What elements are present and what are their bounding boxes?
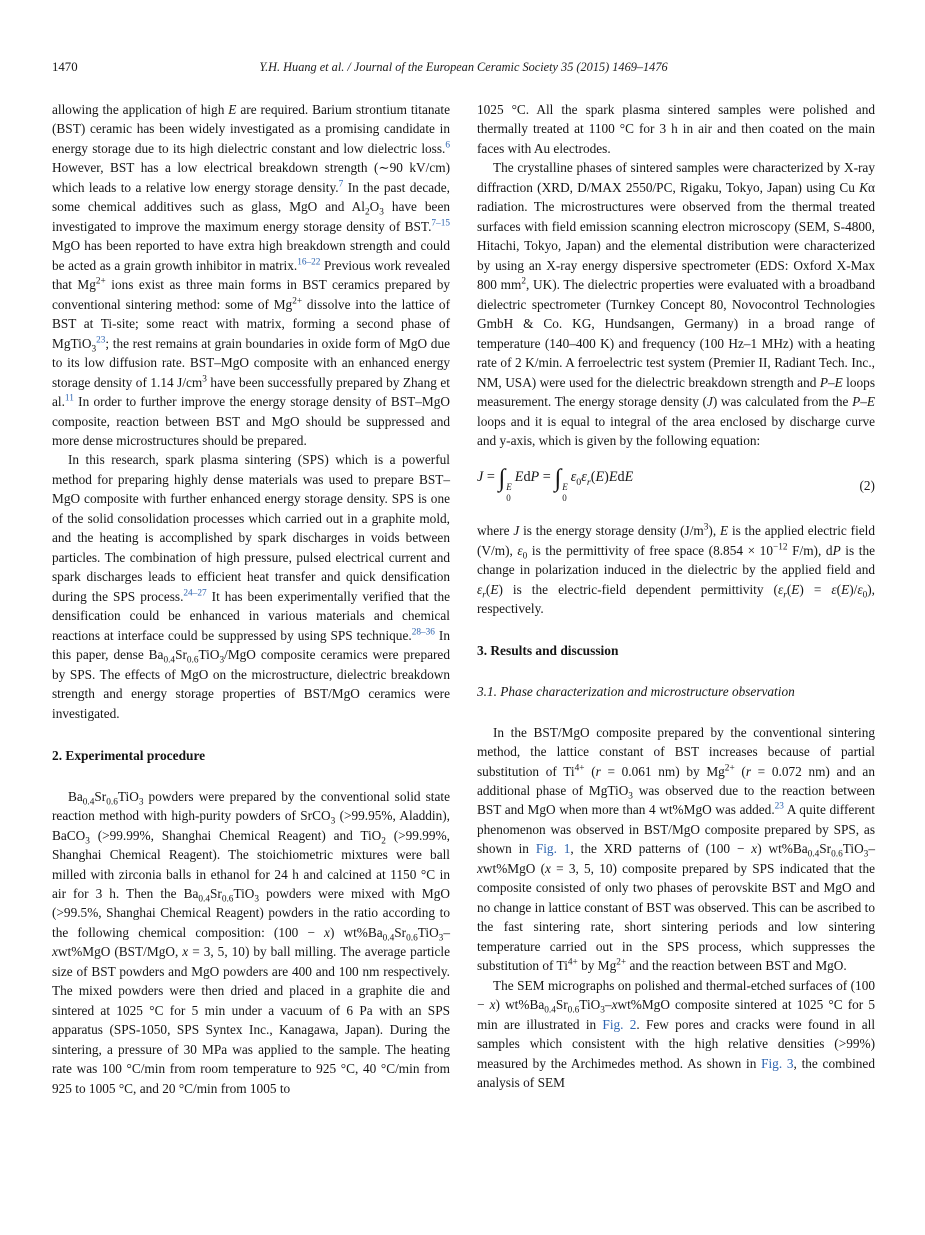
reference-citation-link[interactable]: 24–27 [183,588,207,599]
subsection-heading-phase-characterization: 3.1. Phase characterization and microstructure observation [477,684,795,700]
paragraph-sem-discussion: The SEM micrographs on polished and thermal-etched surfaces of (100 − x) $wt\%Ba_{0.4}Sr_{0.6}TiO_3-xwt\%MgO$ composite sintered at 1025 °C for 5 min are illustrated in Fig. 2. Few pores and cracks were found in all samples which consistent with the high relative densities (>99%) measured by the Archimedes method. As shown in Fig. 3, the combined analysis of SEM [477,977,876,1090]
running-title: Y.H. Huang et al. / Journal of the European Ceramic Society 35 (2015) 1469–1476 [259,60,668,74]
equation-number: (2) [859,477,875,493]
two-column-body [52,100,875,1098]
equation-expression: J = ∫ E 0 EdP = ∫ E 0 $\varepsilon_0\varepsilon_r(E)EdE$ [477,465,634,503]
figure-link[interactable]: Fig. 2 [602,1016,637,1032]
page-header [52,60,875,77]
reference-citation-link[interactable]: 7–15 [431,218,450,229]
section-heading-results-discussion: 3. Results and discussion [477,643,619,659]
reference-citation-link[interactable]: 16–22 [297,257,321,268]
figure-link[interactable]: Fig. 3 [761,1055,794,1071]
section-heading-experimental-procedure: 2. Experimental procedure [52,748,206,763]
paragraph-experimental: $Ba_{0.4}Sr_{0.6}TiO_3$ powders were prepared by the conventional solid state reaction method with high-purity powders of SrCO$_3$ (>99.95%, Aladdin), BaCO$_3$ (>99.99%, Shanghai Chemical Reagent) and TiO$_2$ (>99.99%, Shanghai Chemical Reagent). The stoichiometric mixtures were ball milled with zirconia balls in ethanol for 24 h and calcined at 1150 °C in air for 3 h. Then the $Ba_{0.4}Sr_{0.6}TiO_3$ powders were mixed with MgO (>99.5%, Shanghai Chemical Reagent) powders in the ratio according to the following chemical composition: (100 − x) $wt\%Ba_{0.4}Sr_{0.6}TiO_3-xwt\%MgO$ (BST/MgO, x = 3, 5, 10) by ball milling. The average particle size of BST powders and MgO powders are 400 and 100 nm respectively. The mixed powders were then dried and placed in a graphite die and sintered at 1025 °C for 5 min under a vacuum of 6 Pa with an SPS apparatus (SPS-1050, SPS Syntex Inc., Kanagawa, Japan). During the sintering, a pressure of 30 MPa was applied to the sample. The heating rate was 100 °C/min from room temperature to 925 °C, 40 °C/min from 925 to 1005 °C, and 20 °C/min from 1005 to [52,788,450,1096]
paragraph-xrd-discussion: In the BST/MgO composite prepared by the conventional sintering method, the lattice constant of BST increases because of partial substitution of $Ti^{4+}$ (r = 0.061 nm) by $Mg^{2+}$ (r = 0.072 nm) and an additional phase of MgTiO$_3$ was observed due to the reaction between BST and MgO when more than 4 wt%MgO was added.$^{23}$ A quite different phenomenon was observed in BST/MgO composite prepared by SPS, as shown in Fig. 1, the XRD patterns of (100 − x) $wt\%Ba_{0.4}Sr_{0.6}TiO_3-xwt\%MgO$ (x = 3, 5, 10) composite prepared by SPS indicated that the composite consisted of only two phases of perovskite BST and MgO and no change in lattice constant of BST was observed. This can be ascribed to the fast sintering rate, short sintering periods and low sintering temperature carried out in the SPS process, which suppresses the substitution of $Ti^{4+}$ by $Mg^{2+}$ and the reaction between BST and MgO. [477,724,875,974]
reference-citation-link[interactable]: 23 [96,335,106,346]
paragraph-characterization: The crystalline phases of sintered samples were characterized by X-ray diffraction (XRD, D/MAX 2550/PC, Rigaku, Tokyo, Japan) using Cu Kα radiation. The microstructures were observed from the thermal treated surfaces with field emission scanning electron microscopy (SEM, S-4800, Hitachi, Tokyo, Japan) and the elemental distribution were characterized by using an X-ray energy dispersive spectrometer (EDS: Oxford X-Max 800 $mm^2$, UK). The dielectric properties were evaluated with a broadband dielectric spectrometer (Turnkey Concept 80, Novocontrol Technologies GmbH & Co. KG, Hundsangen, Germany) in a broad range of temperature (140–400 K) and frequency (100 Hz–1 MHz) with a heating rate of 2 K/min. A ferroelectric test system (Premier II, Radiant Tech. Inc., NM, USA) were used for the dielectric breakdown strength and P–E loops measurement. The energy storage density (J) was calculated from the P–E loops and it is equal to integral of the area enclosed by discharge curve and y-axis, which is given by the following equation: [477,160,875,448]
paragraph-equation-definitions: where J is the energy storage density $(J/m^3)$, E is the applied electric field (V/m), $\varepsilon_0$ is the permittivity of free space ($8.854 \times 10^{-12}$ F/m), dP is the change in polarization induced in the dielectric by the applied field and $\varepsilon_r(E)$ is the electric-field dependent permittivity $(\varepsilon_r(E) = \varepsilon(E)/\varepsilon_0)$, respectively. [477,522,876,616]
figure-link[interactable]: Fig. 1 [535,841,571,857]
left-column [52,100,450,1098]
reference-citation-link[interactable]: 23 [774,802,784,813]
paragraph-intro-continued: allowing the application of high E are required. Barium strontium titanate (BST) ceramic has been widely investigated as a promising candidate in energy storage due to its high dielectric constant and low dielectric loss.$^6$ However, BST has a low electrical breakdown strength (∼90 kV/cm) which leads to a relative low energy storage density.$^7$ In the past decade, some chemical additives such as glass, MgO and $Al_2O_3$ have been investigated to improve the maximum energy storage density of BST.$^{7-15}$ MgO has been reported to have extra high breakdown strength and could be acted as a grain growth inhibitor in matrix.$^{16-22}$ Previous work revealed that $Mg^{2+}$ ions exist as three main forms in BST ceramics prepared by conventional sintering method: some of $Mg^{2+}$ dissolve into the lattice of BST at Ti-site; some react with matrix, forming a second phase of MgTiO$_3^{23}$; the rest remains at grain boundaries in oxide form of MgO due to its low diffusion rate. BST–MgO composite with an enhanced energy storage density of 1.14 $J/cm^3$ have been successfully prepared by Zhang et al.$^{11}$ In order to further improve the energy storage density of BST–MgO composite, reaction between BST and MgO should be suppressed and more dense microstructures should be prepared. [52,102,450,448]
reference-citation-link[interactable]: 28–36 [411,627,435,638]
reference-citation-link[interactable]: 6 [445,140,450,151]
paragraph-sps-research: In this research, spark plasma sintering (SPS) which is a powerful method for preparing highly dense materials was used to prepare BST–MgO composite with further enhanced energy storage density. SPS is one of the solid consolidation processes which carried out in a graphite mold, and the heating is accomplished by spark discharges in voids between particles. The combination of high pressure, pulsed electrical current and spark discharges leads to efficient heat transfer and quick densification during the SPS process.$^{24-27}$ It has been experimentally verified that the densification could be enhanced in various materials and chemical reactions at interface could be suppressed by using SPS technique.$^{28-36}$ In this paper, dense $Ba_{0.4}Sr_{0.6}TiO_3$/MgO composite ceramics were prepared by SPS. The effects of MgO on the microstructure, dielectric breakdown strength and energy storage properties of BST/MgO ceramics were investigated. [52,452,450,721]
equation-2 [477,467,875,503]
reference-citation-link[interactable]: 7 [338,179,344,190]
page-number: 1470 [52,60,78,74]
paragraph-sintering-continued: 1025 °C. All the spark plasma sintered samples were polished and thermally treated at 1100 °C for 3 h in air and then coated on the main faces with Au electrodes. [477,102,875,156]
reference-citation-link[interactable]: 11 [64,393,74,404]
right-column [477,100,875,1098]
